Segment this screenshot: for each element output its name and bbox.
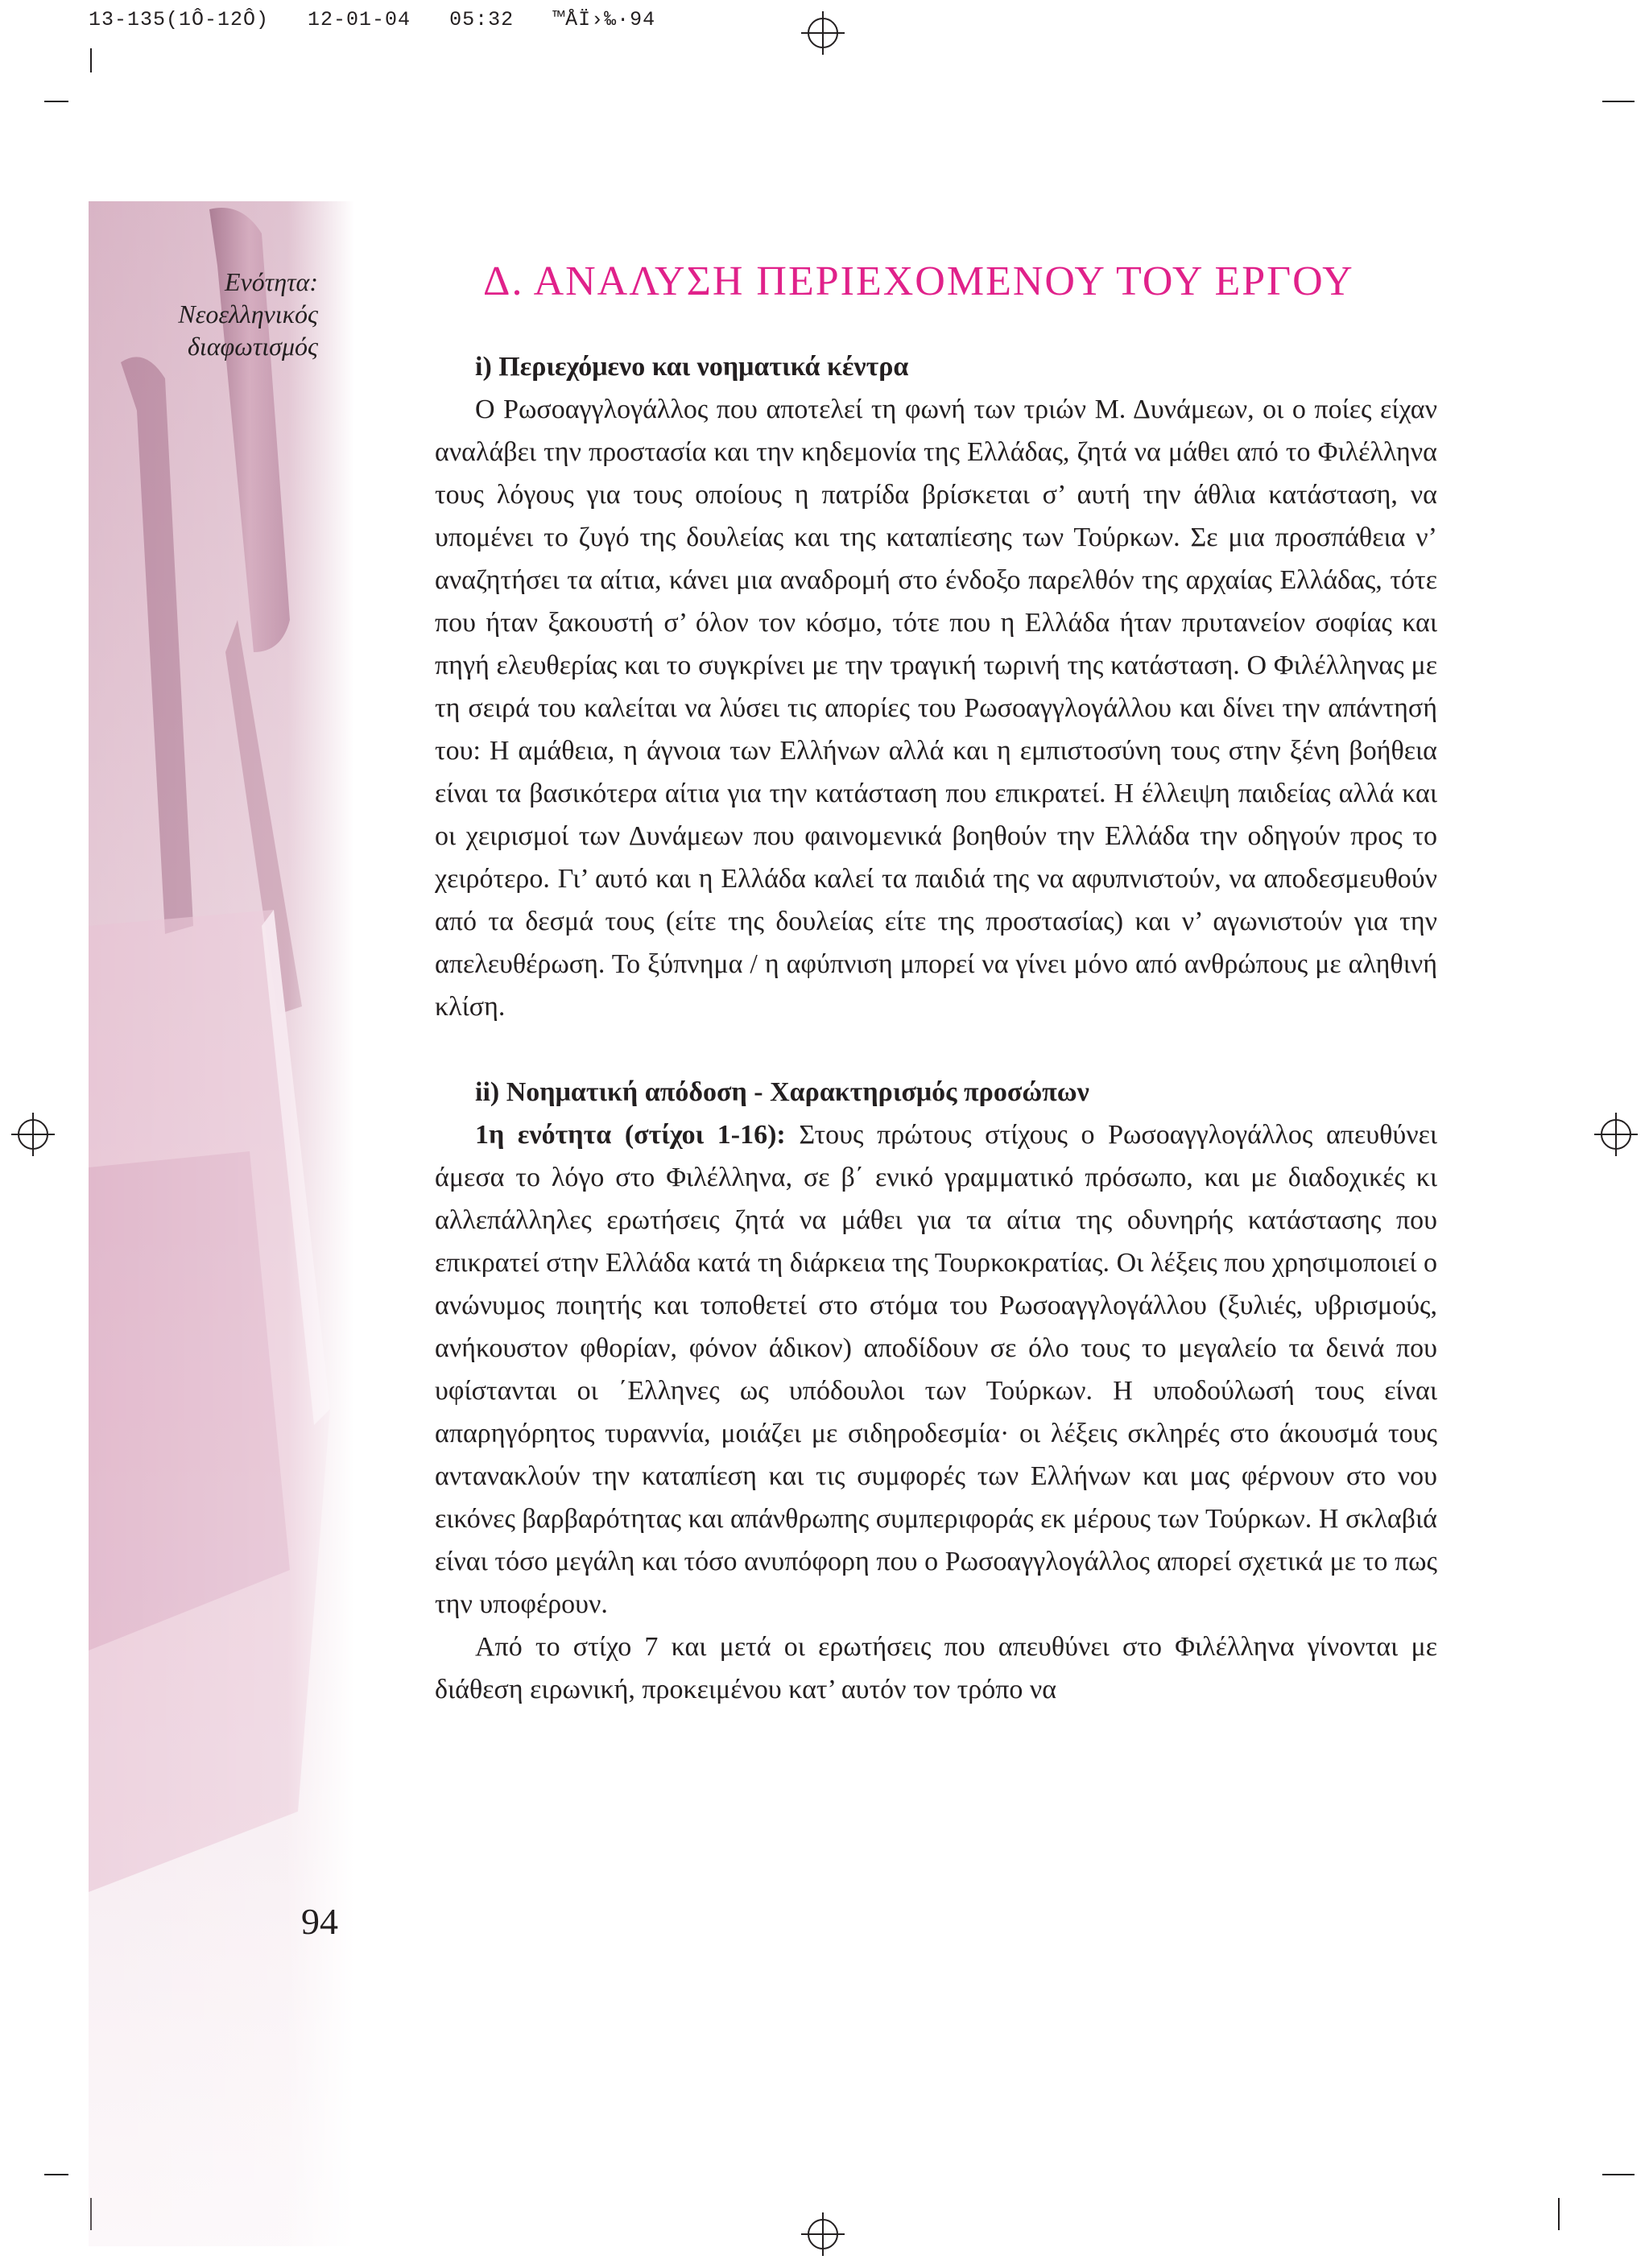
print-slug: 13-135(1Ô-12Ô) 12-01-04 05:32 ™ÅÏ›‰·94 (89, 8, 656, 31)
crop-mark-top-left-v (90, 48, 92, 72)
section-label-line-2: Νεοελληνικός (178, 300, 318, 328)
crop-mark-top-right-h (1602, 101, 1635, 102)
registration-mark-left-icon (11, 1113, 55, 1156)
section-1-paragraph: Ο Ρωσοαγγλογάλλος που αποτελεί τη φωνή των τριών Μ. Δυνάμεων, οι ο ποίες είχαν αναλάβει την προστασία και την κηδεμονία της Ελλάδας, ζητά να μάθει από το Φιλέλληνα τους λόγους για τους οποίους η πατρίδα βρίσκεται σ’ αυτή την άθλια κατάσταση, να υπομένει το ζυγό της δουλείας και της καταπίεσης των Τούρκων. Σε μια προσπάθεια ν’ αναζητήσει τα αίτια, κάνει μια αναδρομή στο ένδοξο παρελθόν της αρχαίας Ελλάδας, τότε που ήταν ξακουστή σ’ όλον τον κόσμο, τότε που η Ελλάδα ήταν πρυτανείον σοφίας και πηγή ελευθερίας και το συγκρίνει με την τραγική τωρινή της κατάσταση. Ο Φιλέλληνας με τη σειρά του καλείται να λύσει τις απορίες του Ρωσοαγγλογάλλου και δίνει την απάντησή του: Η αμάθεια, η άγνοια των Ελλήνων αλλά και η εμπιστοσύνη τους στην ξένη βοήθεια είναι τα βασικότερα αίτια για την κατάσταση που επικρατεί. Η έλλειψη παιδείας αλλά και οι χειρισμοί των Δυνάμεων που φαινομενικά βοηθούν την Ελλάδα την οδηγούν προς το χειρότερο. Γι’ αυτό και η Ελλάδα καλεί τα παιδιά της να αφυπνιστούν, να αποδεσμευθούν από τα δεσμά τους (είτε της δουλείας είτε της προστασίας) και ν’ αγωνιστούν για την απελευθέρωση. Το ξύπνημα / η αφύπνιση μπορεί να γίνει μόνο από ανθρώπους με αληθινή κλίση. (435, 395, 1437, 1022)
section-gap (435, 1028, 1437, 1071)
page-number: 94 (301, 1901, 338, 1942)
section-label (121, 266, 318, 362)
unit-lead-label: 1η ενότητα (στίχοι 1-16): (475, 1120, 786, 1150)
section-heading-1: i) Περιεχόμενο και νοηματικά κέντρα (475, 352, 909, 382)
section-2-paragraph-1 (435, 1113, 1437, 1626)
section-2-paragraph-2: Από το στίχο 7 και μετά οι ερωτήσεις που απευθύνει στο Φιλέλληνα γίνονται με διάθεση ειρωνική, προκειμένου κατ’ αυτόν τον τρόπο να (435, 1632, 1437, 1704)
registration-mark-right-icon (1594, 1113, 1638, 1156)
section-label-line-3: διαφωτισμός (187, 332, 318, 361)
section-heading-2: ii) Νοηματική απόδοση - Χαρακτηρισμός προσώπων (475, 1077, 1089, 1107)
crop-mark-bottom-left-h (44, 2174, 68, 2175)
crop-mark-bottom-right-v (1558, 2198, 1560, 2230)
crop-mark-bottom-right-h (1602, 2174, 1635, 2175)
crop-mark-top-left-h (44, 101, 68, 102)
registration-mark-top-icon (801, 11, 845, 55)
chapter-title: Δ. ΑΝΑΛΥΣΗ ΠΕΡΙΕΧΟΜΕΝΟΥ ΤΟΥ ΕΡΓΟΥ (483, 258, 1354, 304)
main-content (435, 258, 1437, 1711)
section-2-paragraph-1-text: Στους πρώτους στίχους ο Ρωσοαγγλογάλλος απευθύνει άμεσα το λόγο στο Φιλέλληνα, σε β΄ ενικό γραμματικό πρόσωπο, και με διαδοχικές κι αλλεπάλληλες ερωτήσεις ζητά να μάθει για τα αίτια της οδυνηρής κατάστασης που επικρατεί στην Ελλάδα κατά τη διάρκεια της Τουρκοκρατίας. Οι λέξεις που χρησιμοποιεί ο ανώνυμος ποιητής και τοποθετεί στο στόμα του Ρωσοαγγλογάλλου (ξυλιές, υβρισμούς, ανήκουστον φθορίαν, φόνον άδικον) αποδίδουν σε όλο τους το μεγαλείο τα δεινά που υφίστανται οι ΄Ελληνες ως υπόδουλοι των Τούρκων. Η υποδούλωσή τους είναι απαρηγόρητος τυραννία, μοιάζει με σιδηροδεσμία· οι λέξεις σκληρές στο άκουσμά τους αντανακλούν την καταπίεση και τις συμφορές των Ελλήνων και μας φέρνουν στο νου εικόνες βαρβαρότητας και απάνθρωπης συμπεριφοράς εκ μέρους των Τούρκων. Η σκλαβιά είναι τόσο μεγάλη και τόσο ανυπόφορη που ο Ρωσοαγγλογάλλος απορεί σχετικά με το πως την υποφέρουν. (435, 1120, 1437, 1619)
registration-mark-bottom-icon (801, 2212, 845, 2256)
section-label-line-1: Ενότητα: (225, 267, 318, 296)
